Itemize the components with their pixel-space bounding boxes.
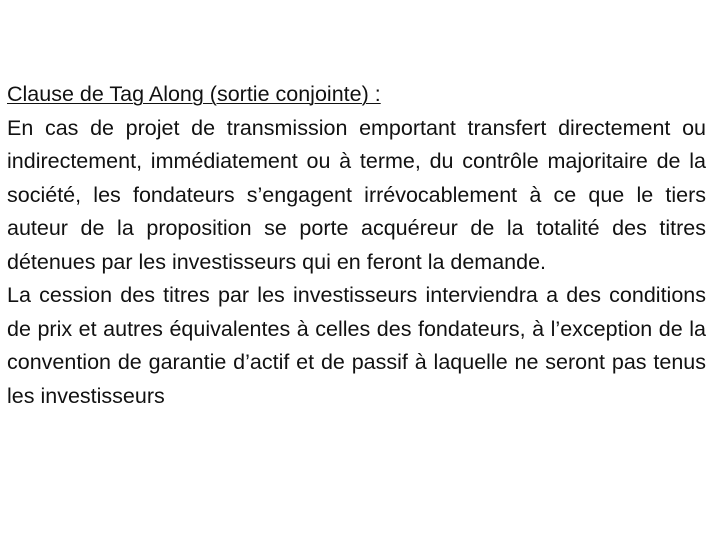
clause-text-block: [7, 78, 706, 413]
clause-title: Clause de Tag Along (sortie conjointe) :: [7, 82, 381, 106]
clause-paragraph-1: En cas de projet de transmission emportant transfert directement ou indirectement, immédiatement ou à terme, du contrôle majoritaire de la société, les fondateurs s’engagent irrévocablement à ce que le tiers auteur de la proposition se porte acquéreur de la totalité des titres détenues par les investisseurs qui en feront la demande.: [7, 115, 706, 274]
clause-paragraph-2: La cession des titres par les investisseurs interviendra a des conditions de prix et autres équivalentes à celles des fondateurs, à l’exception de la convention de garantie d’actif et de passif à laquelle ne seront pas tenus les investisseurs: [7, 283, 706, 408]
